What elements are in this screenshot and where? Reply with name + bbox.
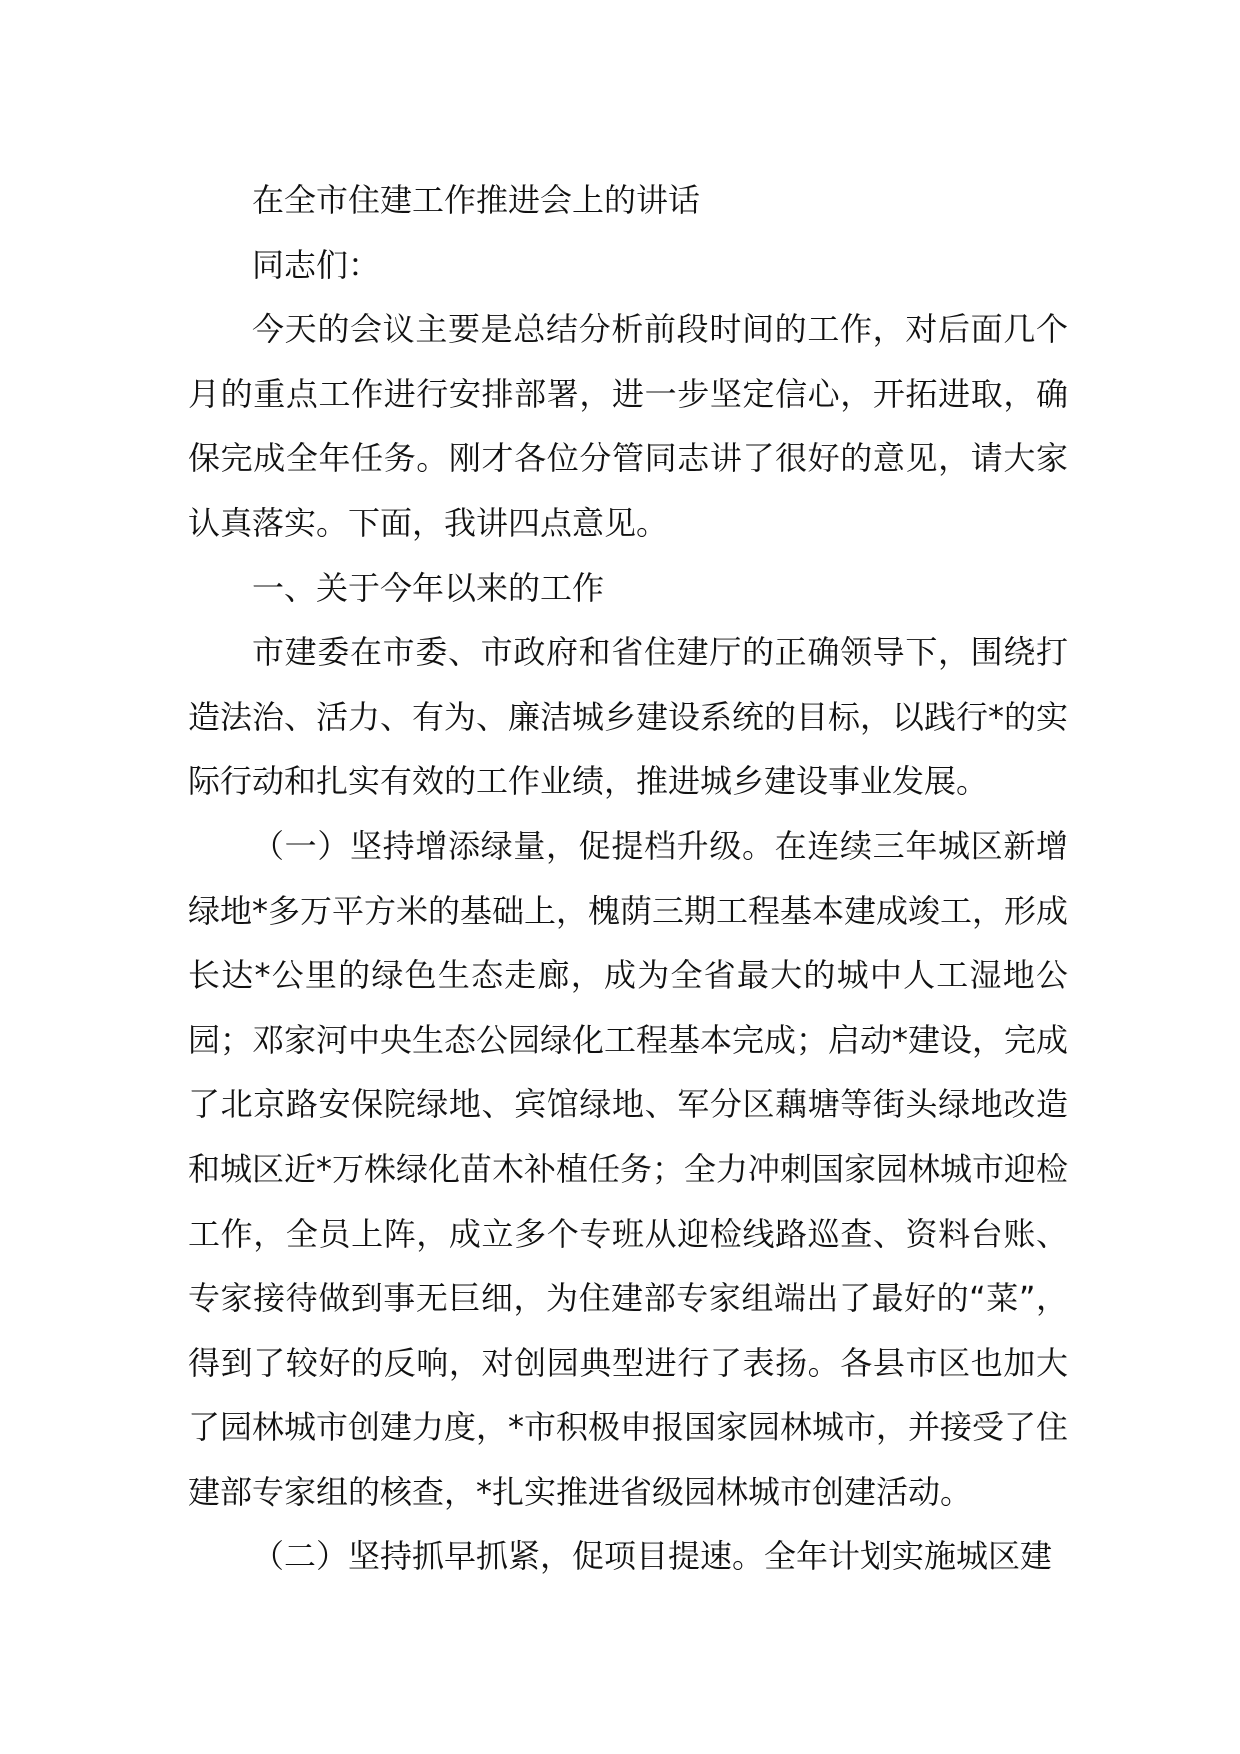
salutation: 同志们： xyxy=(252,245,381,284)
paragraph-greening: （一）坚持增添绿量，促提档升级。在连续三年城区新增绿地*多万平方米的基础上，槐荫三期工程基本建成竣工，形成长达*公里的绿色生态走廊，成为全省最大的城中人工湿地公园；邓家河中央生态公园绿化工程基本完成；启动*建设，完成了北京路安保院绿地、宾馆绿地、军分区藕塘等街头绿地改造和城区近*万株绿化苗木补植任务；全力冲刺国家园林城市迎检工作，全员上阵，成立多个专班从迎检线路巡查、资料台账、专家接待做到事无巨细，为住建部专家组端出了最好的“菜”，得到了较好的反响，对创园典型进行了表扬。各县市区也加大了园林城市创建力度，*市积极申报国家园林城市，并接受了住建部专家组的核查，*扎实推进省级园林城市创建活动。 xyxy=(188,826,1069,1511)
document-title: 在全市住建工作推进会上的讲话 xyxy=(252,181,701,219)
document-body xyxy=(188,168,1068,1589)
paragraph-intro: 今天的会议主要是总结分析前段时间的工作，对后面几个月的重点工作进行安排部署，进一步坚定信心，开拓进取，确保完成全年任务。刚才各位分管同志讲了很好的意见，请大家认真落实。下面，我讲四点意见。 xyxy=(188,310,1068,542)
paragraph-summary: 市建委在市委、市政府和省住建厅的正确领导下，围绕打造法治、活力、有为、廉洁城乡建设系统的目标，以践行*的实际行动和扎实有效的工作业绩，推进城乡建设事业发展。 xyxy=(188,633,1069,801)
section-heading-1: 一、关于今年以来的工作 xyxy=(252,568,605,607)
paragraph-projects: （二）坚持抓早抓紧，促项目提速。全年计划实施城区建 xyxy=(252,1537,1053,1576)
